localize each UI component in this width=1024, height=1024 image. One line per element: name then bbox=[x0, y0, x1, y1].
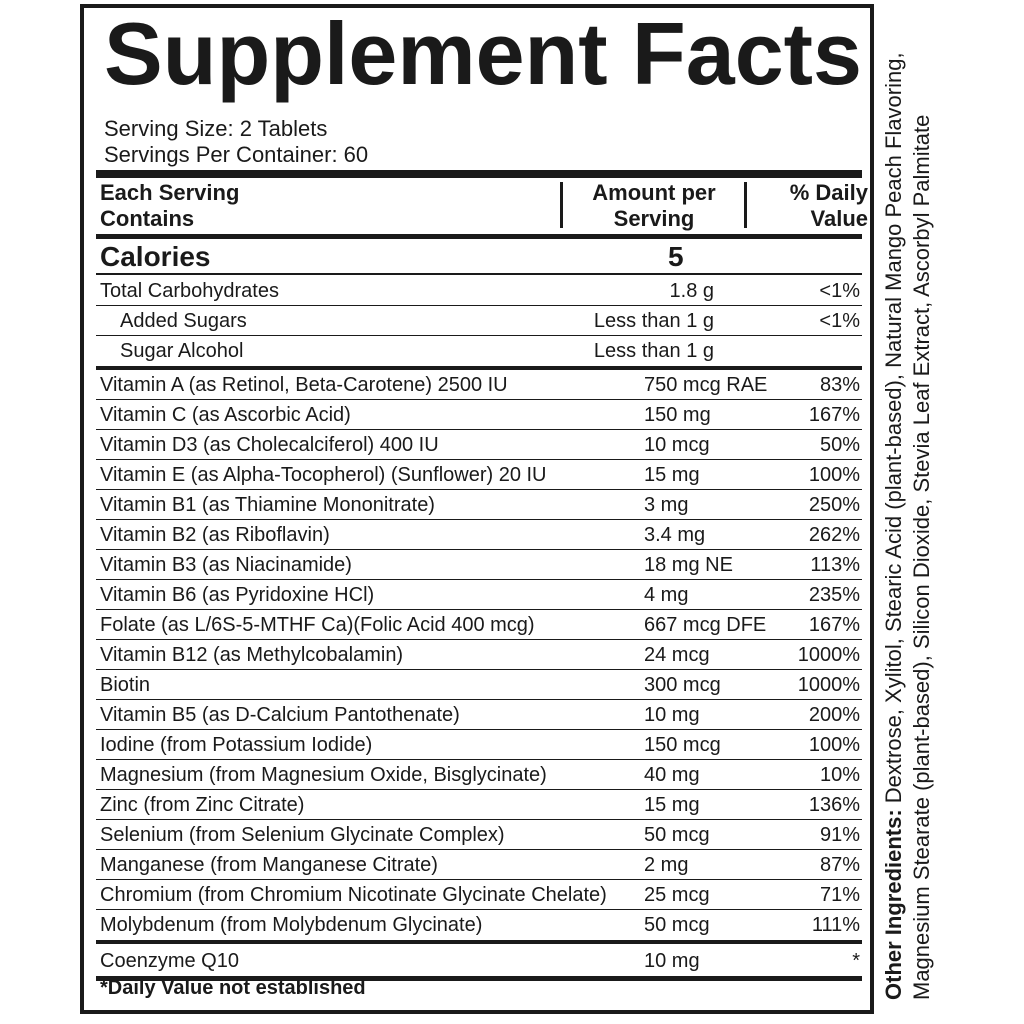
header-divider bbox=[744, 182, 747, 228]
table-row bbox=[96, 910, 862, 940]
nutrient-daily-value: 83% bbox=[819, 374, 860, 396]
nutrient-daily-value: * bbox=[852, 950, 860, 972]
nutrient-name: Vitamin B1 (as Thiamine Mononitrate) bbox=[100, 494, 435, 516]
table-row bbox=[96, 490, 862, 520]
nutrient-amount: 24 mcg bbox=[644, 644, 710, 666]
table-row bbox=[96, 730, 862, 760]
nutrient-amount: 40 mg bbox=[644, 764, 700, 786]
header-daily-value bbox=[760, 180, 868, 232]
nutrient-name: Molybdenum (from Molybdenum Glycinate) bbox=[100, 914, 483, 936]
table-row bbox=[96, 276, 862, 306]
nutrient-daily-value: 167% bbox=[808, 614, 860, 636]
header-col2-line1: Amount per bbox=[592, 180, 716, 205]
nutrient-name: Selenium (from Selenium Glycinate Complex) bbox=[100, 824, 505, 846]
calories-value: 5 bbox=[668, 241, 684, 272]
nutrient-name: Vitamin C (as Ascorbic Acid) bbox=[100, 404, 351, 426]
nutrient-daily-value: 1000% bbox=[797, 674, 860, 696]
header-col2-line2: Serving bbox=[613, 206, 695, 231]
nutrient-daily-value: 50% bbox=[819, 434, 860, 456]
servings-per-container: Servings Per Container: 60 bbox=[104, 142, 369, 167]
nutrient-name: Vitamin B6 (as Pyridoxine HCl) bbox=[100, 584, 375, 606]
nutrient-amount: 15 mg bbox=[644, 464, 700, 486]
table-row bbox=[96, 370, 862, 400]
table-row bbox=[96, 640, 862, 670]
table-row bbox=[96, 760, 862, 790]
header-divider bbox=[560, 182, 563, 228]
nutrient-amount: 25 mcg bbox=[644, 884, 710, 906]
nutrient-daily-value: 250% bbox=[808, 494, 860, 516]
table-row bbox=[96, 850, 862, 880]
nutrient-amount: 10 mcg bbox=[644, 434, 710, 456]
table-row bbox=[96, 400, 862, 430]
nutrient-daily-value: 262% bbox=[808, 524, 860, 546]
nutrient-daily-value: 113% bbox=[810, 554, 860, 576]
nutrient-daily-value: 200% bbox=[808, 704, 860, 726]
nutrient-name: Vitamin B3 (as Niacinamide) bbox=[100, 554, 352, 576]
nutrient-name: Vitamin B12 (as Methylcobalamin) bbox=[100, 644, 404, 666]
nutrient-amount: 18 mg NE bbox=[644, 554, 733, 576]
header-col3-line2: Value bbox=[810, 206, 868, 231]
header-amount bbox=[574, 180, 734, 232]
table-row bbox=[96, 880, 862, 910]
table-row bbox=[96, 460, 862, 490]
nutrient-name: Chromium (from Chromium Nicotinate Glycinate Chelate) bbox=[100, 884, 607, 906]
nutrient-daily-value: 136% bbox=[808, 794, 860, 816]
nutrient-daily-value: 91% bbox=[819, 824, 860, 846]
nutrient-name: Zinc (from Zinc Citrate) bbox=[100, 794, 305, 816]
nutrient-name: Biotin bbox=[100, 674, 151, 696]
nutrient-name: Coenzyme Q10 bbox=[100, 950, 239, 972]
panel-title: Supplement Facts bbox=[104, 4, 862, 103]
nutrient-name: Vitamin A (as Retinol, Beta-Carotene) 2500 IU bbox=[100, 374, 508, 396]
nutrient-name: Iodine (from Potassium Iodide) bbox=[100, 734, 373, 756]
nutrient-amount: 150 mcg bbox=[644, 734, 721, 756]
table-row bbox=[96, 520, 862, 550]
nutrient-name: Total Carbohydrates bbox=[100, 280, 279, 302]
nutrient-amount: 1.8 g bbox=[669, 280, 714, 302]
section-rule bbox=[96, 940, 862, 944]
table-row bbox=[96, 610, 862, 640]
calories-rule bbox=[96, 273, 862, 275]
other-ingredients-label: Other Ingredients: bbox=[881, 809, 906, 1000]
nutrient-amount: 10 mg bbox=[644, 704, 700, 726]
nutrient-amount: 10 mg bbox=[644, 950, 700, 972]
nutrient-amount: 2 mg bbox=[644, 854, 689, 876]
serving-size: Serving Size: 2 Tablets bbox=[104, 116, 328, 141]
table-row bbox=[96, 670, 862, 700]
nutrient-amount: 50 mcg bbox=[644, 914, 710, 936]
nutrient-amount: Less than 1 g bbox=[593, 310, 714, 332]
nutrient-daily-value: 111% bbox=[811, 914, 860, 936]
footnote: *Daily Value not established bbox=[100, 977, 366, 999]
nutrient-daily-value: 235% bbox=[808, 584, 860, 606]
table-row bbox=[96, 430, 862, 460]
nutrient-amount: 150 mg bbox=[644, 404, 711, 426]
table-row bbox=[96, 946, 862, 976]
nutrient-daily-value: <1% bbox=[819, 280, 860, 302]
nutrient-daily-value: 167% bbox=[808, 404, 860, 426]
nutrient-daily-value: 100% bbox=[808, 464, 860, 486]
table-row bbox=[96, 306, 862, 336]
supplement-facts-panel bbox=[80, 4, 874, 1014]
other-ingredients bbox=[880, 0, 944, 1000]
calories-row bbox=[96, 239, 862, 275]
header-col3-line1: % Daily bbox=[789, 180, 868, 205]
nutrient-name: Vitamin B5 (as D-Calcium Pantothenate) bbox=[100, 704, 460, 726]
table-row bbox=[96, 820, 862, 850]
nutrient-daily-value: 87% bbox=[819, 854, 860, 876]
nutrient-daily-value: 100% bbox=[808, 734, 860, 756]
nutrient-name: Vitamin D3 (as Cholecalciferol) 400 IU bbox=[100, 434, 439, 456]
table-row bbox=[96, 700, 862, 730]
table-row bbox=[96, 580, 862, 610]
header-col1-line2: Contains bbox=[100, 206, 195, 231]
nutrient-name: Added Sugars bbox=[120, 310, 247, 332]
nutrient-daily-value: 71% bbox=[819, 884, 860, 906]
table-row bbox=[96, 336, 862, 366]
nutrient-amount: 50 mcg bbox=[644, 824, 710, 846]
nutrient-amount: 15 mg bbox=[644, 794, 700, 816]
nutrient-name: Magnesium (from Magnesium Oxide, Bisglycinate) bbox=[100, 764, 547, 786]
nutrient-amount: 750 mcg RAE bbox=[644, 374, 768, 396]
nutrient-amount: 4 mg bbox=[644, 584, 689, 606]
table-row bbox=[96, 790, 862, 820]
nutrient-daily-value: 10% bbox=[819, 764, 860, 786]
table-row bbox=[96, 550, 862, 580]
calories-label: Calories bbox=[100, 241, 211, 272]
nutrient-amount: 300 mcg bbox=[644, 674, 721, 696]
nutrient-name: Folate (as L/6S-5-MTHF Ca)(Folic Acid 400 mcg) bbox=[100, 614, 535, 636]
header-col1-line1: Each Serving bbox=[100, 180, 240, 205]
header-each-serving bbox=[100, 180, 239, 232]
nutrient-name: Manganese (from Manganese Citrate) bbox=[100, 854, 438, 876]
nutrient-amount: 667 mcg DFE bbox=[644, 614, 767, 636]
nutrient-daily-value: <1% bbox=[819, 310, 860, 332]
nutrient-amount: Less than 1 g bbox=[593, 340, 714, 362]
nutrient-daily-value: 1000% bbox=[797, 644, 860, 666]
nutrient-amount: 3.4 mg bbox=[644, 524, 706, 546]
nutrient-name: Sugar Alcohol bbox=[120, 340, 244, 362]
thick-rule bbox=[96, 170, 862, 178]
other-ingredients-text: Dextrose, Xylitol, Stearic Acid (plant-based), Natural Mango Peach Flavoring, Magnesium Stearate (plant-based), Silicon Dioxide, Stevia Leaf Extract, Ascorbyl Palmitate bbox=[881, 52, 934, 1000]
nutrient-name: Vitamin E (as Alpha-Tocopherol) (Sunflower) 20 IU bbox=[100, 464, 547, 486]
nutrient-amount: 3 mg bbox=[644, 494, 689, 516]
nutrient-name: Vitamin B2 (as Riboflavin) bbox=[100, 524, 330, 546]
